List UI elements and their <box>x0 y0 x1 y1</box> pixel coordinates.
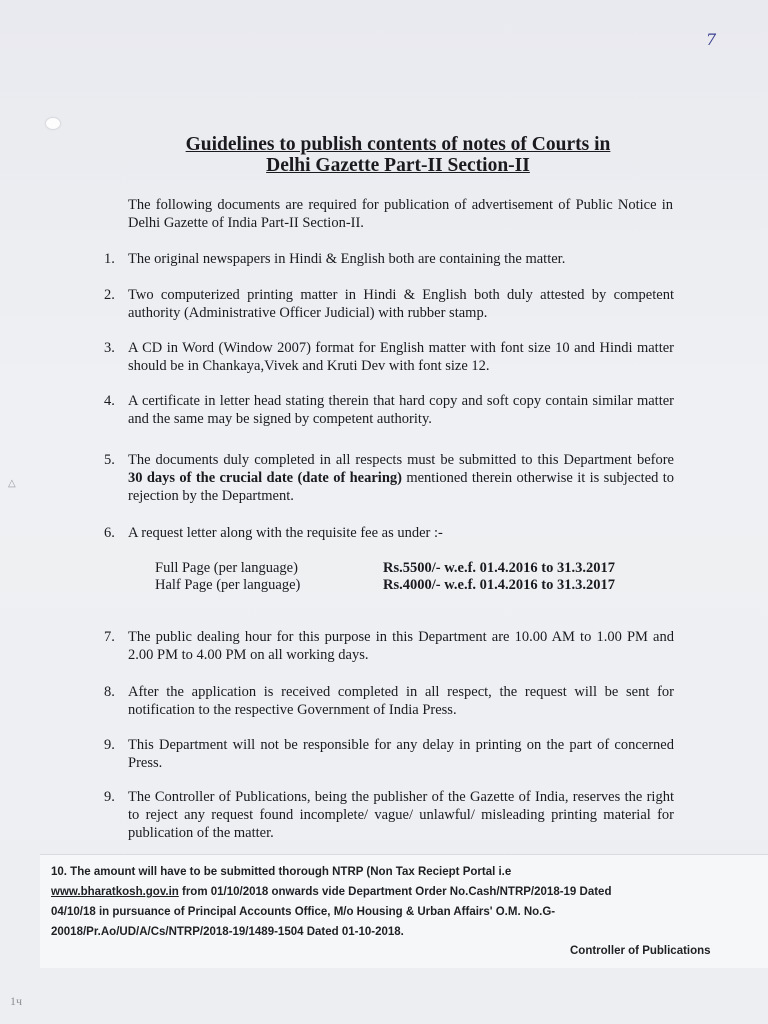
corner-mark: 1ч <box>10 994 23 1008</box>
bharatkosh-link[interactable]: www.bharatkosh.gov.in <box>51 886 179 898</box>
document-title <box>108 134 688 176</box>
ntrp-notice-box <box>40 855 768 968</box>
fee-value: Rs.5500/- w.e.f. 01.4.2016 to 31.3.2017 <box>383 560 615 576</box>
list-item: 1. The original newspapers in Hindi & English both are containing the matter. <box>104 251 566 267</box>
list-item: 2. Two computerized printing matter in Hindi & English both duly attested by competent authority (Administrative Officer Judicial) with rubber stamp. <box>104 287 674 321</box>
intro-paragraph: The following documents are required for publication of advertisement of Public Notice in Delhi Gazette of India Part-II Section-II. <box>128 197 673 231</box>
list-item: 7. The public dealing hour for this purpose in this Department are 10.00 AM to 1.00 PM and 2.00 PM to 4.00 PM on all working days. <box>104 629 674 663</box>
fee-label: Half Page (per language) <box>155 577 301 593</box>
fee-value: Rs.4000/- w.e.f. 01.4.2016 to 31.3.2017 <box>383 577 615 593</box>
punch-hole <box>46 118 60 129</box>
fee-row <box>155 560 665 577</box>
page-number: 7 <box>706 30 717 49</box>
list-item: 3. A CD in Word (Window 2007) format for English matter with font size 10 and Hindi matter should be in Chankaya,Vivek and Kruti Dev with font size 12. <box>104 340 674 374</box>
ntrp-notice-text: 10. The amount will have to be submitted thorough NTRP (Non Tax Reciept Portal i.e www.bharatkosh.gov.in from 01/10/2018 onwards vide Department Order No.Cash/NTRP/2018-19 Dated 04/10/18 in pursuance of Principal Accounts Office, M/o Housing & Urban Affairs' O.M. No.G-20018/Pr.Ao/UD/A/Cs/NTRP/2018-19/1489-1504 Dated 01-10-2018. <box>51 866 612 938</box>
list-item: 4. A certificate in letter head stating therein that hard copy and soft copy contain similar matter and the same may be signed by competent authority. <box>104 393 674 427</box>
signature-controller: Controller of Publications <box>570 945 711 957</box>
list-item: 8. After the application is received completed in all respect, the request will be sent for notification to the respective Government of India Press. <box>104 684 674 718</box>
fee-label: Full Page (per language) <box>155 560 298 576</box>
margin-mark: △ <box>8 478 16 489</box>
fee-row <box>155 577 665 594</box>
deadline-emphasis: 30 days of the crucial date (date of hearing) <box>128 470 402 486</box>
list-item: 5. The documents duly completed in all respects must be submitted to this Department before 30 days of the crucial date (date of hearing) mentioned therein otherwise it is subjected to rejection by the Department. <box>104 452 674 504</box>
list-item: 9. This Department will not be responsible for any delay in printing on the part of concerned Press. <box>104 737 674 771</box>
title-line-2: Delhi Gazette Part-II Section-II <box>266 155 530 176</box>
list-item: 6. A request letter along with the requisite fee as under :- <box>104 525 443 541</box>
list-item: 9. The Controller of Publications, being the publisher of the Gazette of India, reserves the right to reject any request found incomplete/ vague/ unlawful/ misleading printing material for publication of the matter. <box>104 789 674 841</box>
title-line-1: Guidelines to publish contents of notes of Courts in <box>185 134 611 155</box>
fee-table <box>155 560 665 594</box>
